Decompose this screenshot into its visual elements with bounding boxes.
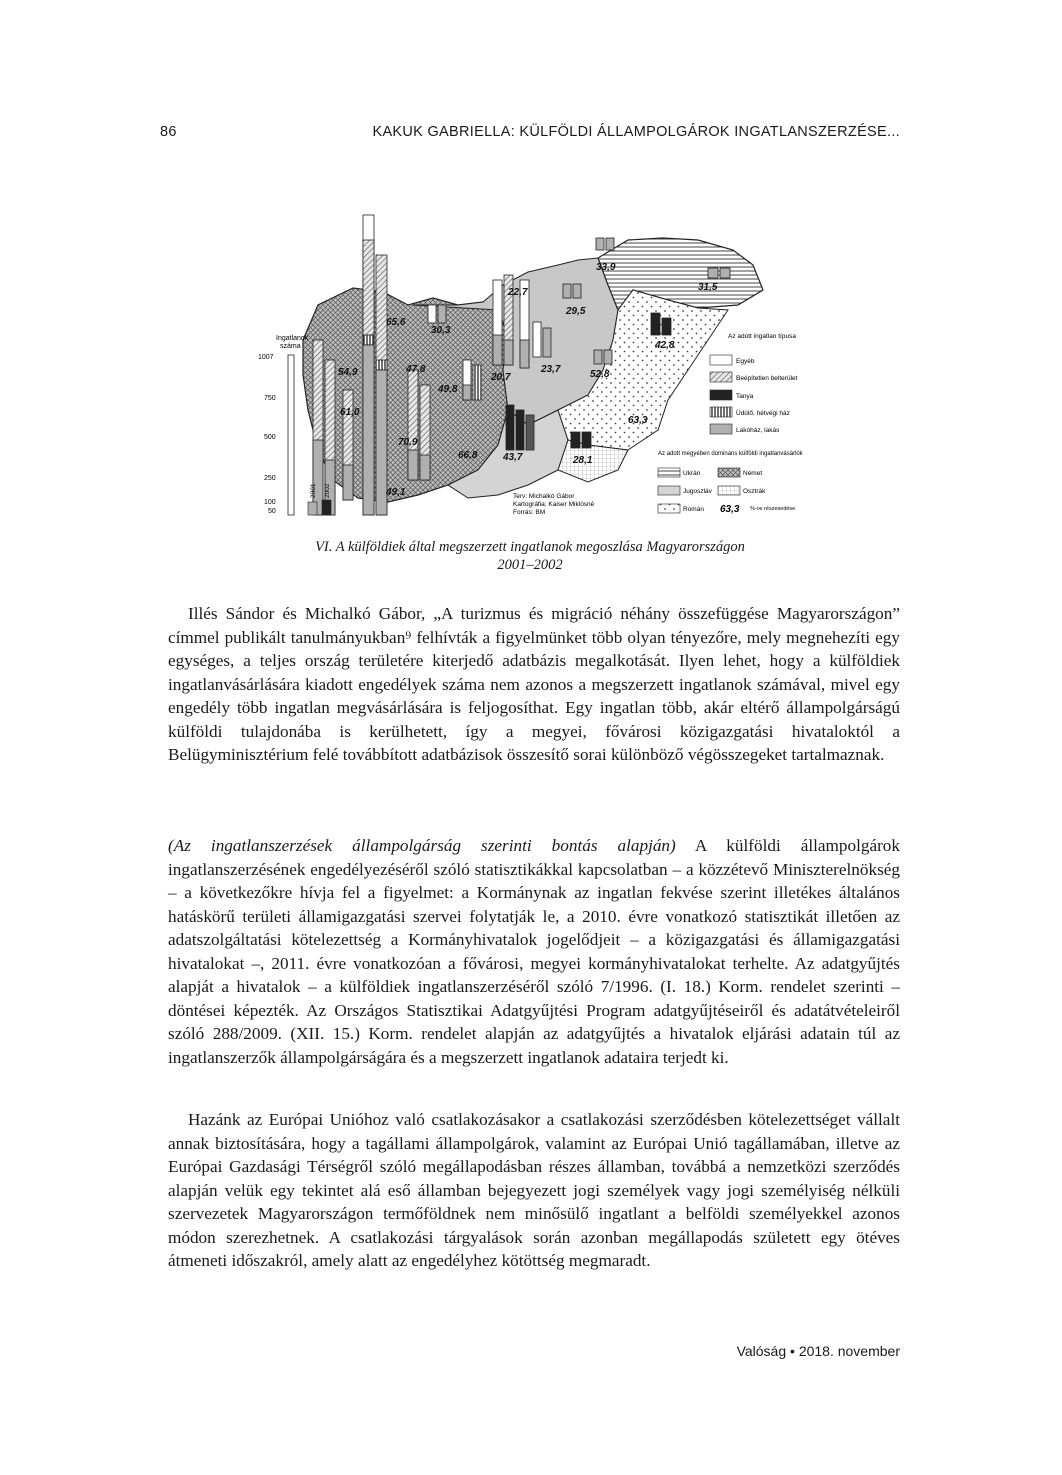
- county-value: 23,7: [541, 364, 561, 375]
- paragraph-2-lead: (Az ingatlanszerzések állampolgárság szerinti bontás alapján): [168, 836, 676, 855]
- page-number: 86: [160, 124, 177, 140]
- svg-text:63,3: 63,3: [720, 504, 740, 515]
- legend-nationality: [658, 451, 804, 515]
- legend-item: Német: [743, 470, 763, 477]
- scale-tick: 50: [268, 508, 276, 515]
- figure-caption: [160, 538, 900, 574]
- svg-text:Forrás: BM: Forrás: BM: [513, 509, 546, 516]
- legend-item: Egyéb: [736, 358, 755, 365]
- county-value: 61,0: [340, 407, 360, 418]
- map-credits: [513, 493, 595, 516]
- scale-tick: 750: [264, 395, 276, 402]
- county-value: 49,8: [438, 384, 458, 395]
- legend-property-type: [710, 333, 798, 434]
- county-value: 49,1: [386, 487, 406, 498]
- running-title: KAKUK GABRIELLA: KÜLFÖLDI ÁLLAMPOLGÁROK INGATLANSZERZÉSE...: [372, 124, 900, 140]
- county-value: 29,5: [566, 306, 586, 317]
- scale-tick: 1007: [258, 354, 274, 361]
- legend-item: Jugoszláv: [683, 488, 712, 495]
- scale-tick: 500: [264, 434, 276, 441]
- county-value: 22,7: [508, 287, 528, 298]
- page-footer: Valóság • 2018. november: [736, 1343, 900, 1359]
- svg-text:Kartográfia: Kaiser Miklósné: Kartográfia: Kaiser Miklósné: [513, 501, 595, 508]
- year-label: 2002: [324, 483, 331, 498]
- legend-item: Román: [683, 506, 704, 513]
- county-value: 52,8: [590, 369, 610, 380]
- county-value: 43,7: [503, 452, 523, 463]
- svg-text:Terv: Michalkó Gábor: Terv: Michalkó Gábor: [513, 493, 575, 500]
- svg-text:Az adott ingatlan típusa: Az adott ingatlan típusa: [728, 333, 796, 340]
- county-value: 42,8: [655, 340, 675, 351]
- scale-tick: 100: [264, 499, 276, 506]
- legend-item: Lakóház, lakás: [736, 427, 780, 434]
- paragraph-3: Hazánk az Európai Unióhoz való csatlakozásakor a csatlakozási szerződésben kötelezettséget vállalt annak biztosítására, hogy a tagállami állampolgárok, valamint az Európai Unió tagállamában, illetve az Európai Gazdasági Térségről szóló megállapodásban részes államban, továbbá a nemzetközi szerződés alapján velük egy tekintet alá eső államban bejegyezett jogi személyek vagy jogi személyiség nélküli szervezetek Magyarországon termőföldnek nem minősülő ingatlant a belföldi személyekkel azonos módon szerezhetnek. A csatlakozási tárgyalások során azonban megállapodás született egy ötéves átmeneti időszakról, amely alatt az engedélyhez kötöttség megmaradt.: [168, 1110, 900, 1270]
- county-value: 66,8: [458, 450, 478, 461]
- paragraph-2-text: A külföldi állampolgárok ingatlanszerzésének engedélyezéséről szóló statisztikákkal kapcsolatban – a közzétevő Miniszterelnökség – a következőkre hívja fel a figyelmet: a Kormánynak az ingatlan fekvése szerint illetékes általános hatáskörű területi államigazgatási szervei folytatják le, a 2010. évre vonatkozó statisztikát illetően az adatszolgáltatási kötelezettség a Kormányhivatalok jogelődjeit – a közigazgatási és államigazgatási hivatalokat –, 2011. évre vonatkozóan a fővárosi, megyei kormányhivatalokat terhelte. Az adatgyűjtés alapját a hivatalok – a külföldiek ingatlanszerzéséről szóló 7/1996. (I. 18.) Korm. rendelet szerinti – döntései képezték. Az Országos Statisztikai Adatgyűjtési Program adatgyűjtéseiről és adatátvételeiről szóló 288/2009. (XII. 15.) Korm. rendelet alapján az adatgyűjtés a hivatalok eljárási adatain túl az ingatlanszerzők állampolgárságára és a megszerzett ingatlanok adataira terjedt ki.: [168, 836, 900, 1067]
- svg-text:Az adott megyében domináns kül: Az adott megyében domináns külföldi ingatlanvásárlók: [658, 451, 803, 457]
- county-value: 28,1: [573, 455, 593, 466]
- caption-line-1: VI. A külföldiek által megszerzett ingatlanok megoszlása Magyarországon: [315, 539, 745, 555]
- county-value: 31,5: [698, 282, 718, 293]
- county-value: 30,3: [431, 325, 451, 336]
- paragraph-2: [168, 834, 900, 1069]
- svg-text:%-os részesedése: %-os részesedése: [750, 506, 796, 512]
- legend-item: Osztrák: [743, 488, 766, 495]
- scale-tick: 250: [264, 475, 276, 482]
- paragraph-1: Illés Sándor és Michalkó Gábor, „A turizmus és migráció néhány összefüggése Magyarországon” címmel publikált tanulmányukban⁹ felhívták a figyelmünket több olyan tényezőre, mely megnehezíti egy egységes, a teljes ország területére kiterjedő adatbázis megalkotását. Ilyen lehet, hogy a külföldiek ingatlanvásárlására kiadott engedélyek száma nem azonos a megszerzett ingatlanok számával, mivel egy engedély több ingatlan megvásárlására is feljogosíthat. Egy ingatlan több, akár eltérő állampolgárságú külföldi tulajdonába is kerülhetett, így a megyei, fővárosi közigazgatási hivataloktól a Belügyminisztérium felé továbbított adatbázisok összesítő sorai különböző végösszegeket tartalmaznak.: [168, 604, 900, 764]
- legend-item: Ukrán: [683, 470, 701, 477]
- legend-item: Tanya: [736, 393, 754, 400]
- legend-item: Beépítetlen belterület: [736, 375, 798, 382]
- county-value: 47,8: [406, 364, 426, 375]
- county-value: 65,6: [386, 317, 406, 328]
- county-value: 63,3: [628, 415, 648, 426]
- running-header: [160, 124, 900, 146]
- county-value: 70,9: [398, 437, 418, 448]
- region-ukrainian: [598, 238, 763, 310]
- svg-text:száma: száma: [280, 343, 301, 350]
- year-label: 2001: [310, 483, 317, 498]
- county-value: 20,7: [491, 372, 511, 383]
- caption-line-2: 2001–2002: [497, 557, 563, 573]
- legend-item: Üdülő, hétvégi ház: [736, 410, 790, 417]
- county-value: 33,9: [596, 262, 616, 273]
- scale-title: Ingatlanok: [276, 335, 309, 342]
- map-figure: [258, 210, 808, 525]
- county-value: 54,9: [338, 367, 358, 378]
